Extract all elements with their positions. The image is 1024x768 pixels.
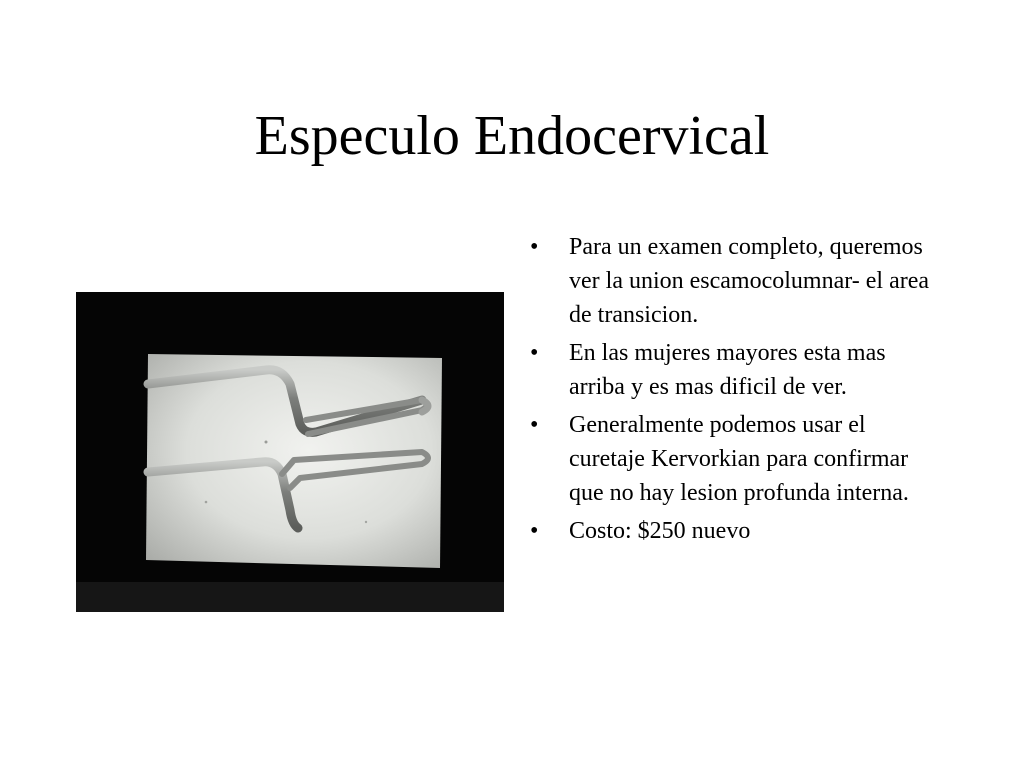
bullet-text: Costo: $250 nuevo <box>569 518 751 544</box>
bullet-list <box>530 230 930 552</box>
bullet-item <box>530 230 930 332</box>
bullet-text: Generalmente podemos usar el curetaje Kervorkian para confirmar que no hay lesion profunda interna. <box>569 412 909 506</box>
bullet-text: Para un examen completo, queremos ver la union escamocolumnar- el area de transicion. <box>569 234 930 328</box>
bullet-dot: • <box>530 412 539 438</box>
slide-title: Especulo Endocervical <box>254 105 770 167</box>
bullet-item <box>530 514 930 548</box>
bullet-dot: • <box>530 340 539 366</box>
speculum-photo <box>76 292 504 612</box>
bullet-item <box>530 408 930 510</box>
bullet-text: En las mujeres mayores esta mas arriba y es mas dificil de ver. <box>569 340 886 400</box>
bullet-item <box>530 336 930 404</box>
speculum-photo-icon <box>76 292 504 612</box>
bullet-dot: • <box>530 518 539 544</box>
bullet-dot: • <box>530 234 539 260</box>
